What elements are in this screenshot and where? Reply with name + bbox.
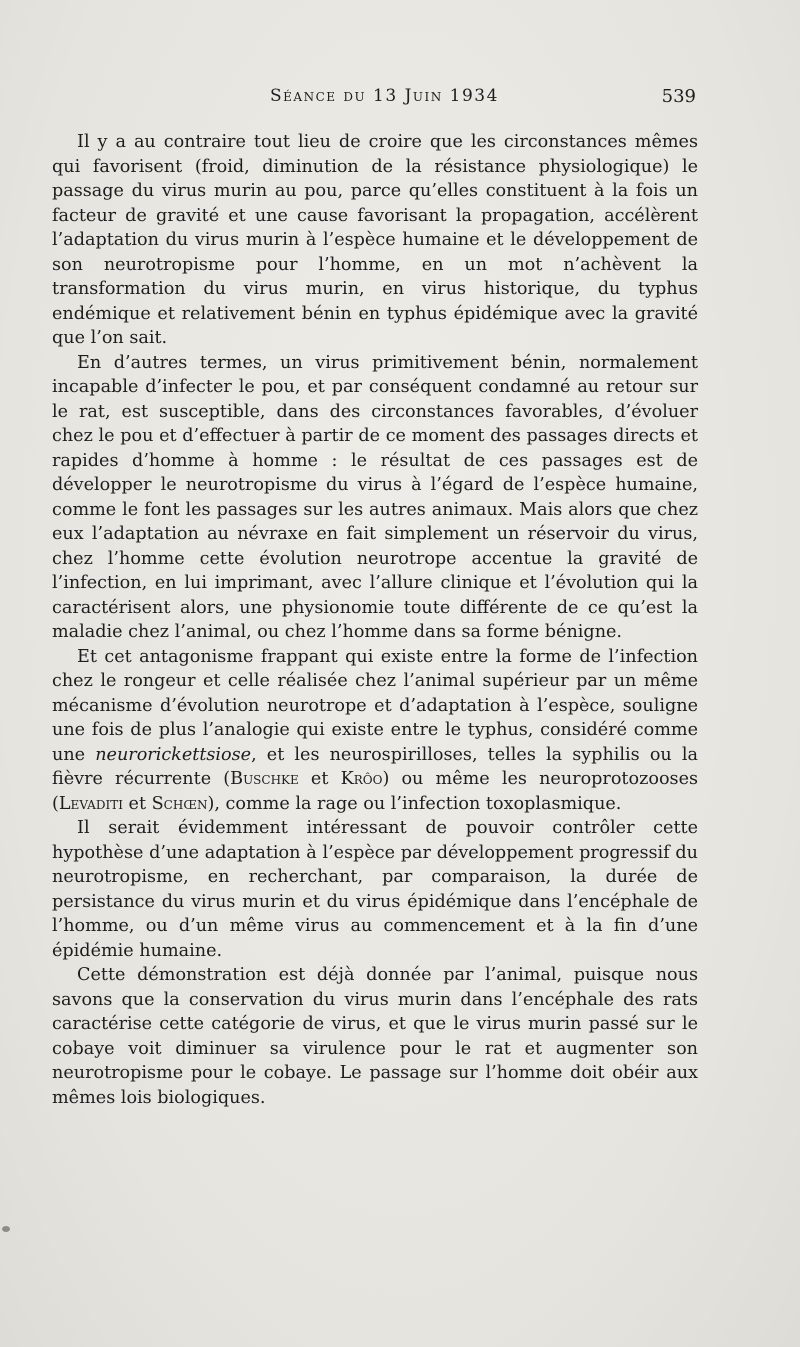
author-schoen: Schœn (151, 793, 208, 814)
italic-term: neurorickettsiose (95, 744, 252, 765)
p3-text-b: , et les neurospirilloses, telles la syphilis ou la fièvre récurrente ( (52, 744, 698, 789)
paragraph-3 (52, 645, 698, 817)
author-levaditi: Levaditi (58, 793, 123, 814)
paragraph-5: Cette démonstration est déjà donnée par l’animal, puisque nous savons que la conservation du virus murin dans l’encéphale des rats caractérise cette catégorie de virus, et que le virus murin passé sur le cobaye voit diminuer sa virulence pour le rat et augmenter son neurotropisme pour le cobaye. Le passage sur l’homme doit obéir aux mêmes lois biologiques. (52, 965, 698, 1108)
author-buschke: Buschke (230, 769, 299, 789)
page-number: 539 (661, 86, 696, 107)
p3-text-f: ), comme la rage ou l’infection toxoplasmique. (207, 793, 622, 814)
p3-text-d: ) ou même les neuroprotozooses ( (52, 769, 699, 814)
p3-text-c: et (298, 769, 341, 789)
ink-smudge (2, 1226, 10, 1232)
p3-text-e: et (122, 793, 152, 814)
paragraph-1: Il y a au contraire tout lieu de croire que les circonstances mêmes qui favorisent (froid, diminution de la résistance physiologique) le passage du virus murin au pou, parce qu’elles constituent à la fois un facteur de gravité et une cause favorisant la propagation, accélèrent l’adaptation du virus murin à l’espèce humaine et le développement de son neurotropisme pour l’homme, en un mot n’achèvent la transformation du virus murin, en virus historique, du typhus endémique et relativement bénin en typhus épidémique avec la gravité que l’on sait. (52, 132, 698, 348)
running-header (0, 86, 800, 116)
body-text (52, 130, 698, 1110)
author-kroo: Krôo (340, 769, 383, 789)
paragraph-4: Il serait évidemment intéressant de pouvoir contrôler cette hypothèse d’une adaptation à l’espèce par développement progressif du neurotropisme, en recherchant, par comparaison, la durée de persistance du virus murin et du virus épidémique dans l’encéphale de l’homme, ou d’un même virus au commencement et à la fin d’une épidémie humaine. (52, 818, 698, 961)
paragraph-2: En d’autres termes, un virus primitivement bénin, normalement incapable d’infecter le pou, et par conséquent condamné au retour sur le rat, est susceptible, dans des circonstances favorables, d’évoluer chez le pou et d’effectuer à partir de ce moment des passages directs et rapides d’homme à homme : le résultat de ces passages est de développer le neurotropisme du virus à l’égard de l’espèce humaine, comme le font les passages sur les autres animaux. Mais alors que chez eux l’adaptation au névraxe en fait simplement un réservoir du virus, chez l’homme cette évolution neurotrope accentue la gravité de l’infection, en lui imprimant, avec l’allure clinique et l’évolution qui la caractérisent alors, une physionomie toute différente de ce qu’est la maladie chez l’animal, ou chez l’homme dans sa forme bénigne. (52, 352, 698, 642)
header-title: Séance du 13 Juin 1934 (270, 86, 499, 106)
p3-text-a: Et cet antagonisme frappant qui existe entre la forme de l’infection chez le rongeur et celle réalisée chez l’animal supérieur par un même mécanisme d’évolution neurotrope et d’adaptation à l’espèce, souligne une fois de plus l’analogie qui existe entre le typhus, considéré comme une (52, 646, 698, 765)
